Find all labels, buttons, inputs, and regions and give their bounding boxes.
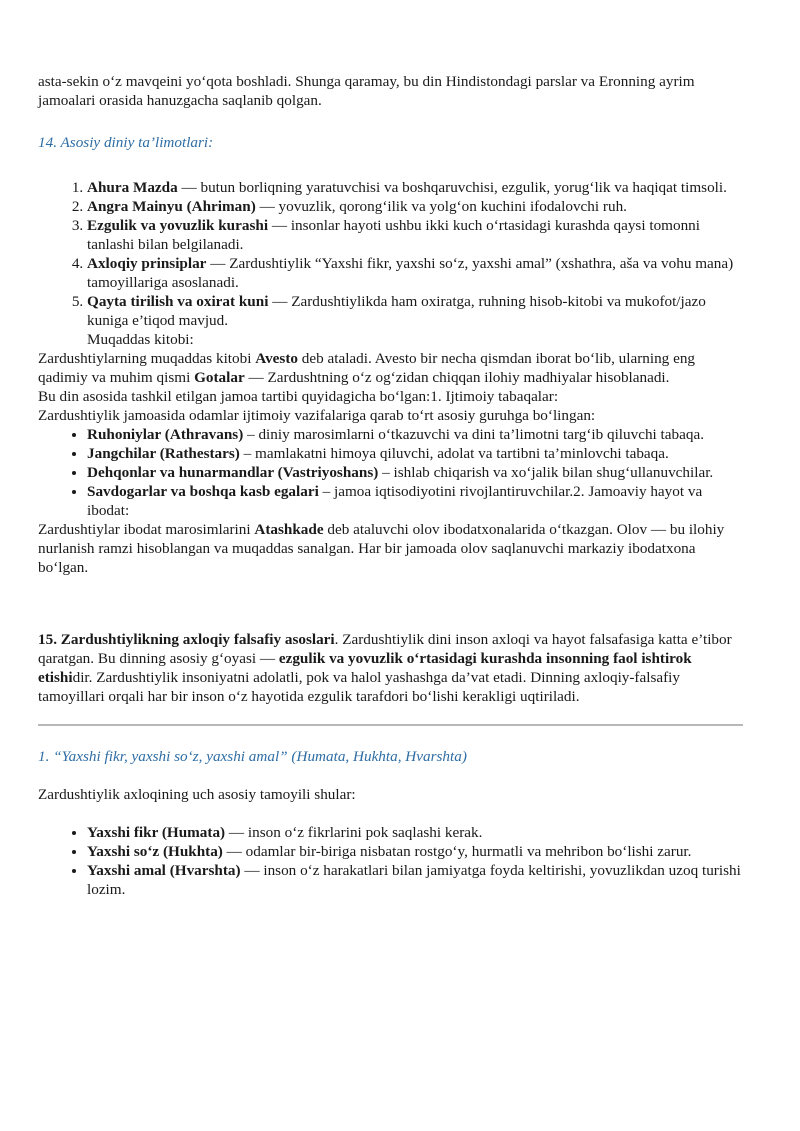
- list-item: 5. Qayta tirilish va oxirat kuni — Zardushtiylikda ham oxiratga, ruhning hisob-kitobi va mukofot/jazo kuniga e’tiqod mavjud.: [87, 292, 748, 330]
- list-item: 2. Angra Mainyu (Ahriman) — yovuzlik, qorong‘ilik va yolg‘on kuchini ifodalovchi ruh.: [87, 197, 748, 216]
- document-page: [38, 72, 748, 899]
- worship-paragraph: Zardushtiylar ibodat marosimlarini Atashkade deb ataluvchi olov ibodatxonalarida o‘tkazgan. Olov — bu ilohiy nurlanish ramzi hisoblangan va muqaddas sanalgan. Har bir jamoada olov saqlanuvchi markaziy ibodatxona bo‘lgan.: [38, 521, 725, 576]
- principles-intro: Zardushtiylik axloqining uch asosiy tamoyili shular:: [38, 786, 356, 803]
- list-item: • Dehqonlar va hunarmandlar (Vastriyoshans) – ishlab chiqarish va xo‘jalik bilan shug‘ullanuvchilar.: [87, 463, 748, 482]
- sacred-book-label: Muqaddas kitobi:: [87, 331, 194, 348]
- list-item: • Yaxshi amal (Hvarshta) — inson o‘z harakatlari bilan jamiyatga foyda keltirishi, yovuzlikdan uzoq turishi lozim.: [87, 861, 748, 899]
- section-15-paragraph: 15. Zardushtiylikning axloqiy falsafiy asoslari. Zardushtiylik dini inson axloqi va hayot falsafasiga katta e’tibor qaratgan. Bu dinning asosiy g‘oyasi — ezgulik va yovuzlik o‘rtasidagi kurashda insonning faol ishtirok etishidir. Zardushtiylik insoniyatni adolatli, pok va halol yashashga da’vat etadi. Dinning axloqiy-falsafiy tamoyillari orqali har bir inson o‘z hayotida ezgulik tarafdori bo‘lishi kerakligi uqtiriladi.: [38, 631, 732, 705]
- social-groups-list: [38, 425, 748, 520]
- groups-line: Zardushtiylik jamoasida odamlar ijtimoiy vazifalariga qarab to‘rt asosiy guruhga bo‘lingan:: [38, 407, 596, 424]
- doctrines-list: [38, 178, 748, 330]
- sacred-book-paragraph: Zardushtiylarning muqaddas kitobi Avesto deb ataladi. Avesto bir necha qismdan iborat bo‘lib, ularning eng qadimiy va muhim qismi Gotalar — Zardushtning o‘z og‘zidan chiqqan ilohiy madhiyalar hisoblanadi.: [38, 350, 696, 386]
- list-item: 4. Axloqiy prinsiplar — Zardushtiylik “Yaxshi fikr, yaxshi so‘z, yaxshi amal” (xshathra, aša va vohu mana) tamoyillariga asoslanadi.: [87, 254, 748, 292]
- list-item: • Yaxshi fikr (Humata) — inson o‘z fikrlarini pok saqlashi kerak.: [87, 823, 748, 842]
- list-item: 3. Ezgulik va yovuzlik kurashi — insonlar hayoti ushbu ikki kuch o‘rtasidagi kurashda qaysi tomonni tanlashi bilan belgilanadi.: [87, 216, 748, 254]
- list-item: • Yaxshi so‘z (Hukhta) — odamlar bir-biriga nisbatan rostgo‘y, hurmatli va mehribon bo‘lishi zarur.: [87, 842, 748, 861]
- list-item: • Ruhoniylar (Athravans) – diniy marosimlarni o‘tkazuvchi va dini ta’limotni targ‘ib qiluvchi tabaqa.: [87, 425, 748, 444]
- principles-list: [38, 823, 748, 899]
- list-item: 1. Ahura Mazda — butun borliqning yaratuvchisi va boshqaruvchisi, ezgulik, yorug‘lik va haqiqat timsoli.: [87, 178, 748, 197]
- list-item: • Savdogarlar va boshqa kasb egalari – jamoa iqtisodiyotini rivojlantiruvchilar.2. Jamoaviy hayot va ibodat:: [87, 482, 748, 520]
- horizontal-divider: [38, 724, 743, 726]
- subsection-1-heading: 1. “Yaxshi fikr, yaxshi so‘z, yaxshi amal” (Humata, Hukhta, Hvarshta): [38, 748, 467, 765]
- community-line: Bu din asosida tashkil etilgan jamoa tartibi quyidagicha bo‘lgan:1. Ijtimoiy tabaqalar:: [38, 388, 559, 405]
- intro-paragraph: asta-sekin o‘z mavqeini yo‘qota boshladi. Shunga qaramay, bu din Hindistondagi parslar va Eronning ayrim jamoalari orasida hanuzgacha saqlanib qolgan.: [38, 73, 695, 109]
- section-14-heading: 14. Asosiy diniy ta’limotlari:: [38, 134, 214, 151]
- list-item: • Jangchilar (Rathestars) – mamlakatni himoya qiluvchi, adolat va tartibni ta’minlovchi tabaqa.: [87, 444, 748, 463]
